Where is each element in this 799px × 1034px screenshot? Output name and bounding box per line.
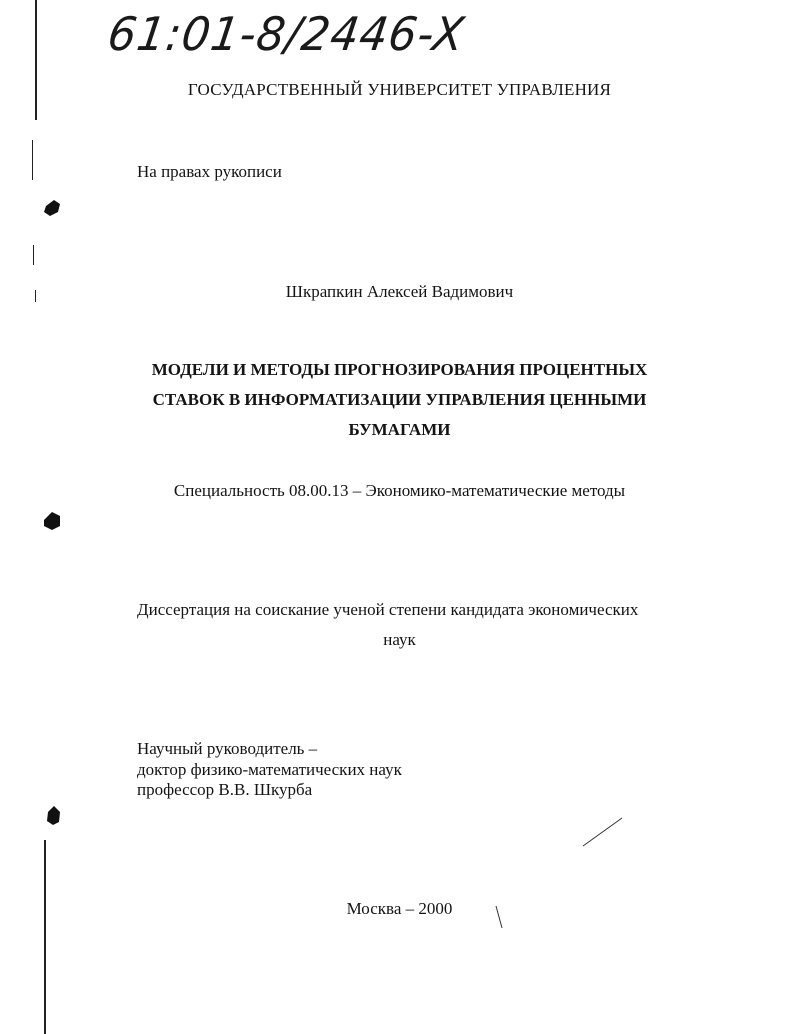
supervisor-line: Научный руководитель – [137, 739, 318, 758]
binding-hole-mark [47, 806, 60, 825]
dissertation-title-line: МОДЕЛИ И МЕТОДЫ ПРОГНОЗИРОВАНИЯ ПРОЦЕНТНЫХ [151, 360, 648, 379]
pen-stroke [583, 818, 622, 846]
dissertation-title-line: СТАВОК В ИНФОРМАТИЗАЦИИ УПРАВЛЕНИЯ ЦЕННЫМИ [152, 390, 647, 409]
manuscript-rights-note: На правах рукописи [137, 162, 282, 181]
dissertation-purpose-line: Диссертация на соискание ученой степени кандидата экономических [137, 600, 639, 619]
dissertation-title-line: БУМАГАМИ [348, 420, 451, 439]
dissertation-purpose-line: наук [383, 630, 416, 649]
author-name: Шкрапкин Алексей Вадимович [285, 282, 514, 301]
binding-hole-mark [44, 512, 60, 530]
archive-code-handwritten: 61:01-8/2446-X [104, 8, 468, 62]
city-year: Москва – 2000 [346, 899, 453, 918]
supervisor-line: доктор физико-математических наук [137, 760, 402, 779]
university-name: ГОСУДАРСТВЕННЫЙ УНИВЕРСИТЕТ УПРАВЛЕНИЯ [187, 80, 612, 99]
binding-hole-mark [44, 200, 60, 216]
supervisor-line: профессор В.В. Шкурба [137, 780, 313, 799]
specialty-line: Специальность 08.00.13 – Экономико-математические методы [173, 481, 626, 500]
